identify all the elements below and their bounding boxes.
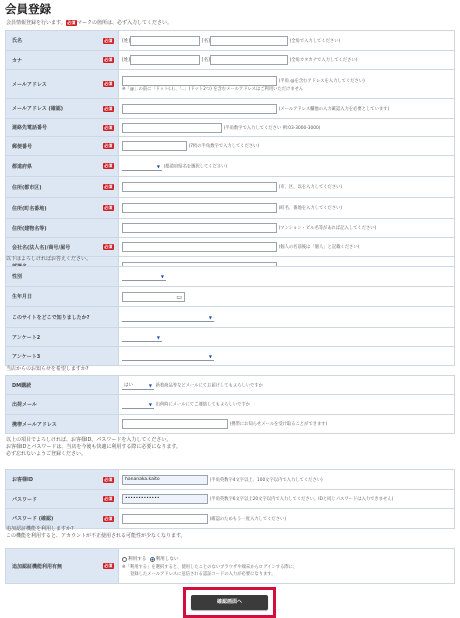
prefecture-note: (都道府県名を選択してください) <box>163 164 228 169</box>
row-password <box>6 490 455 509</box>
phone-input[interactable] <box>122 123 222 133</box>
q3-select[interactable] <box>122 352 214 361</box>
auth-use-label: 利用する <box>128 556 147 562</box>
town-label: 住所(町名番地) <box>12 205 47 212</box>
auth-nouse-radio[interactable] <box>150 557 155 562</box>
postal-input[interactable] <box>122 141 187 151</box>
notice-table <box>5 375 455 434</box>
building-note: (マンション・ビル名等があれば記入してください) <box>278 226 377 231</box>
required-badge: 必須 <box>104 515 113 521</box>
q2-label: アンケート2 <box>12 334 41 341</box>
prefecture-label: 都道府県 <box>12 163 33 170</box>
auth-heading-line1: 追加認証機能を利用しますか? <box>6 526 74 532</box>
notice-heading: 当店からのお知らせを希望しますか? <box>6 366 89 372</box>
required-badge: 必須 <box>104 563 113 568</box>
required-badge: 必須 <box>104 143 113 148</box>
row-q2 <box>6 328 455 347</box>
required-badge: 必須 <box>67 19 76 25</box>
account-heading-line1: 以上の項目でよろしければ、お客様ID、パスワードを入力してください。 <box>6 437 172 443</box>
last-name-input[interactable] <box>130 36 200 46</box>
row-source <box>6 307 455 328</box>
first-name-input[interactable] <box>210 36 288 46</box>
chevron-down-icon: ▼ <box>156 334 160 340</box>
mei-kana-label: [名] <box>201 58 210 63</box>
mei-label: [名] <box>201 38 210 44</box>
source-label: このサイトをどこで知りましたか? <box>12 314 90 321</box>
town-note: (町名、番地を入力してください) <box>278 206 343 211</box>
row-kana <box>6 51 455 70</box>
row-phone <box>6 119 455 137</box>
postal-label: 郵便番号 <box>12 143 33 150</box>
intro-text: 会員情報登録を行います。 必須 マークの箇所は、必ず入力してください。 <box>6 19 173 26</box>
row-birthday <box>6 287 455 307</box>
postal-note: (7桁の半角数字で入力してください) <box>188 144 260 149</box>
sei-kana-label: [姓] <box>122 58 131 63</box>
dm-label: DM購読 <box>12 382 32 389</box>
row-dm <box>6 376 455 395</box>
password-input[interactable]: ••••••••••••• <box>122 494 208 504</box>
account-heading <box>6 437 181 459</box>
chevron-down-icon: ▼ <box>148 382 152 388</box>
mobile-note: (携帯にお知らせメールを受け取ることができます) <box>229 422 328 427</box>
mag-select[interactable] <box>122 400 154 409</box>
email-input[interactable] <box>122 76 277 86</box>
auth-use-radio[interactable] <box>122 557 127 562</box>
customer-id-label: お客様ID <box>12 477 34 483</box>
row-mobile <box>6 415 455 434</box>
row-gender <box>6 267 455 287</box>
auth-note2: 登録したメールアドレスに送信される認証コードの入力が必要になります。 <box>130 571 276 577</box>
submit-highlight <box>183 587 276 618</box>
required-badge: 必須 <box>104 184 113 189</box>
dm-select[interactable] <box>122 381 154 390</box>
calendar-icon[interactable]: ▭ <box>176 293 182 301</box>
city-note: (市、区、以を入力してください) <box>278 185 343 190</box>
row-company <box>6 238 455 257</box>
page-title: 会員登録 <box>5 2 51 16</box>
row-email-confirm <box>6 99 455 119</box>
optional-table <box>5 266 455 366</box>
auth-heading-line2: この機能を利用すると、アカウントが不正使用される可能性が少なくなります。 <box>6 533 186 540</box>
last-name-kana-input[interactable] <box>130 55 200 65</box>
auth-note1: ※「利用する」を選択すると、使用したことのないブラウザや端末からログインする際に、 <box>122 564 298 570</box>
account-table <box>5 469 455 529</box>
row-town <box>6 198 455 219</box>
auth-nouse-label: 利用しない <box>155 556 179 562</box>
auth-table <box>5 548 455 584</box>
password-confirm-input[interactable] <box>122 514 208 524</box>
row-city <box>6 177 455 198</box>
row-auth <box>6 549 455 584</box>
row-q3 <box>6 347 455 366</box>
town-input[interactable] <box>122 203 277 213</box>
first-name-kana-input[interactable] <box>210 55 288 65</box>
email-confirm-input[interactable] <box>122 104 277 114</box>
name-note: (全角で入力してください) <box>289 38 341 44</box>
row-prefecture <box>6 156 455 177</box>
mobile-label: 携帯メールアドレス <box>12 421 57 428</box>
email-subnote: ※「@」の前に「ドット(.)」、「..」(ドット2つ) を含むメールアドレスはご利用いただけません <box>122 86 304 92</box>
chevron-down-icon: ▼ <box>156 163 160 169</box>
password-label: パスワード <box>12 496 38 503</box>
birthday-input[interactable] <box>122 292 185 302</box>
customer-id-input[interactable]: hananaka.kaito <box>122 475 208 485</box>
company-note: (個人の名前後は「個人」と記載ください) <box>278 245 360 250</box>
name-label: 氏名 <box>12 38 23 44</box>
required-badge: 必須 <box>104 496 113 501</box>
account-heading-line2: お客様IDとパスワードは、当店を今後も快適に利用する際に必要になります。 <box>6 444 181 451</box>
company-label: 会社名(法人名)/商号/屋号 <box>12 244 71 251</box>
phone-note: (半角数字で入力してください 例:03-3000-3000) <box>223 125 321 131</box>
q2-select[interactable] <box>122 333 162 342</box>
email-confirm-note: (メールアドレス欄他の入力確認入力を必要としています) <box>278 106 390 112</box>
password-confirm-label: パスワード (確認) <box>12 516 54 522</box>
row-customer-id <box>6 470 455 490</box>
email-confirm-label: メールアドレス (確認) <box>12 106 64 112</box>
row-postal <box>6 137 455 156</box>
required-badge: 必須 <box>104 57 113 62</box>
building-label: 住所(建物名等) <box>12 225 47 232</box>
row-email <box>6 70 455 99</box>
row-name <box>6 31 455 51</box>
q3-label: アンケート3 <box>12 353 41 360</box>
member-info-table <box>5 30 455 277</box>
company-input[interactable] <box>122 242 277 252</box>
customer-id-note: (半角英数字4文字以上、100文字以内で入力してください) <box>209 477 323 483</box>
prefecture-select[interactable] <box>122 162 162 171</box>
auth-options <box>122 556 454 564</box>
gender-label: 性別 <box>12 274 23 280</box>
phone-label: 連絡先電話番号 <box>12 125 48 131</box>
birthday-label: 生年月日 <box>12 294 33 300</box>
required-badge: 必須 <box>104 163 113 168</box>
account-heading-line3: 必ず忘れないようご登録ください。 <box>6 451 87 458</box>
chevron-down-icon: ▼ <box>208 353 212 359</box>
chevron-down-icon: ▼ <box>208 314 212 320</box>
required-badge: 必須 <box>104 37 113 43</box>
city-input[interactable] <box>122 182 277 192</box>
optional-heading: 以下はよろしければお答えください。 <box>6 256 92 262</box>
required-badge: 必須 <box>104 124 113 130</box>
kana-label: カナ <box>12 57 23 64</box>
email-note: (半角 @を含むアドレスを入力してください) <box>278 78 365 84</box>
row-building <box>6 219 455 238</box>
source-select[interactable] <box>122 313 214 322</box>
kana-note: (全角カタカナで入力してください) <box>289 58 358 63</box>
auth-heading <box>6 526 186 540</box>
chevron-down-icon: ▼ <box>160 274 164 279</box>
mag-label: 出荷メール <box>12 402 37 408</box>
confirm-button[interactable]: 確認画面へ <box>191 595 268 610</box>
password-note: (半角英数字6文字以上20文字以内で入力してください。IDと同じパスワードは入力できません) <box>209 497 394 502</box>
required-badge: 必須 <box>104 476 113 482</box>
required-badge: 必須 <box>104 105 113 111</box>
password-confirm-note: (確認のためもう一度入力してください) <box>209 516 286 522</box>
row-mag <box>6 395 455 415</box>
city-label: 住所(都市区) <box>12 184 42 191</box>
mag-note: 出荷時にメールにてご連絡してもよろしいですか <box>155 402 251 408</box>
chevron-down-icon: ▼ <box>148 402 152 407</box>
email-label: メールアドレス <box>12 81 47 88</box>
required-badge: 必須 <box>104 205 113 210</box>
sei-label: [姓] <box>122 38 131 44</box>
gender-select[interactable] <box>122 272 166 281</box>
dm-value: はい <box>124 382 133 388</box>
dm-note: 新着商品等などメールにてお届けしてもよろしいですか <box>155 383 263 388</box>
auth-label: 追加認証機能利用有無 <box>12 563 63 570</box>
mobile-email-input[interactable] <box>122 419 228 429</box>
required-badge: 必須 <box>104 244 113 249</box>
building-input[interactable] <box>122 223 277 233</box>
required-badge: 必須 <box>104 81 113 86</box>
